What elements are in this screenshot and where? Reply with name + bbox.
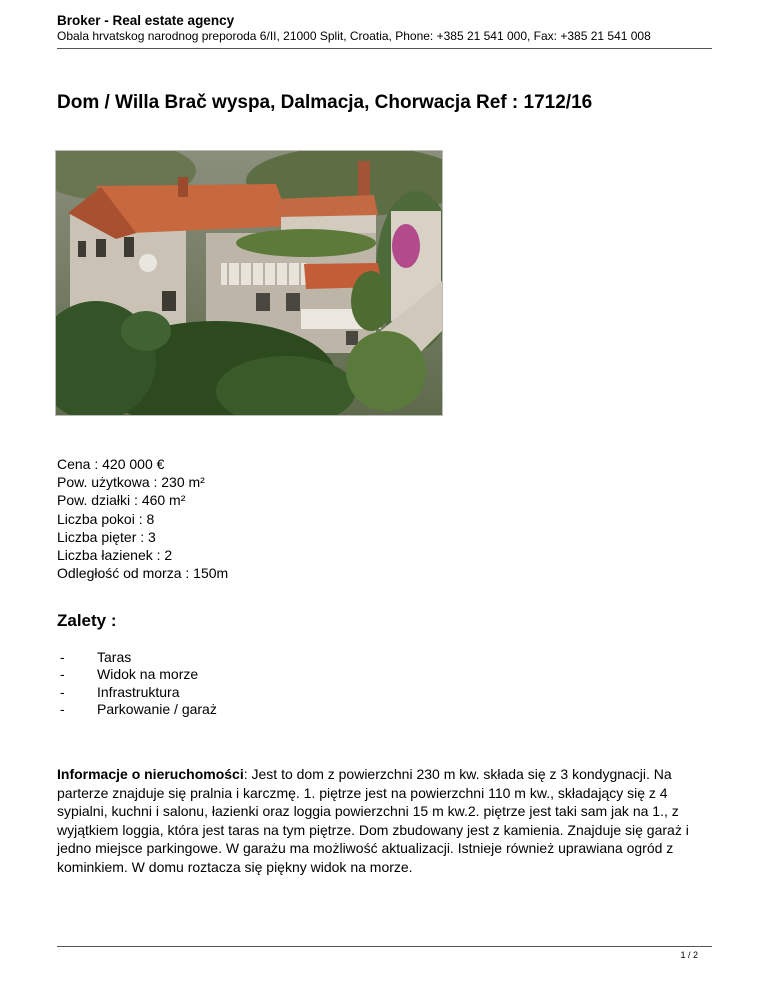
page-number: 1 / 2 bbox=[680, 950, 698, 960]
feature-item: - Parkowanie / garaż bbox=[60, 701, 217, 718]
spec-plot-area: Pow. działki : 460 m² bbox=[57, 492, 186, 509]
spec-price: Cena : 420 000 € bbox=[57, 456, 165, 472]
property-specs bbox=[57, 455, 228, 582]
spec-living-area: Pow. użytkowa : 230 m² bbox=[57, 474, 205, 491]
property-description bbox=[57, 765, 722, 877]
feature-item: - Widok na morze bbox=[60, 666, 199, 683]
description-label: Informacje o nieruchomości bbox=[57, 766, 244, 782]
description-text: : Jest to dom z powierzchni 230 m kw. składa się z 3 kondygnacji. Na parterze znajduje się pralnia i karczmę. 1. piętrze jest na powierzchni 110 m kw., składający się z 4 sypialni, kuchni i salonu, łazienki oraz loggia powierzchni 15 m kw.2. piętrze jest taki sam jak na 1., z wyjątkiem loggia, która jest taras na tym piętrze. Dom zbudowany jest z kamienia. Znajduje się garaż i jedno miejsce parkingowe. W garażu ma możliwość aktualizacji. Istnieje również uprawiana ogród z kominkiem. W domu roztacza się piękny widok na morze. bbox=[57, 766, 689, 875]
feature-item: - Taras bbox=[60, 649, 132, 665]
features-heading: Zalety : bbox=[57, 611, 117, 630]
spec-bathrooms: Liczba łazienek : 2 bbox=[57, 547, 173, 564]
company-name: Broker - Real estate agency bbox=[57, 13, 235, 28]
features-list bbox=[57, 649, 217, 719]
spec-sea-distance: Odległość od morza : 150m bbox=[57, 565, 229, 582]
property-photo bbox=[55, 150, 443, 416]
footer-divider bbox=[57, 946, 712, 947]
feature-item: - Infrastruktura bbox=[60, 683, 180, 700]
spec-rooms: Liczba pokoi : 8 bbox=[57, 510, 155, 527]
page-header bbox=[57, 12, 712, 44]
spec-floors: Liczba pięter : 3 bbox=[57, 528, 156, 545]
company-address: Obala hrvatskog narodnog preporoda 6/II, 21000 Split, Croatia, Phone: +385 21 541 000, Fax: +385 21 541 008 bbox=[57, 29, 651, 43]
header-divider bbox=[57, 48, 712, 49]
listing-title: Dom / Willa Brač wyspa, Dalmacja, Chorwacja Ref : 1712/16 bbox=[57, 92, 593, 113]
